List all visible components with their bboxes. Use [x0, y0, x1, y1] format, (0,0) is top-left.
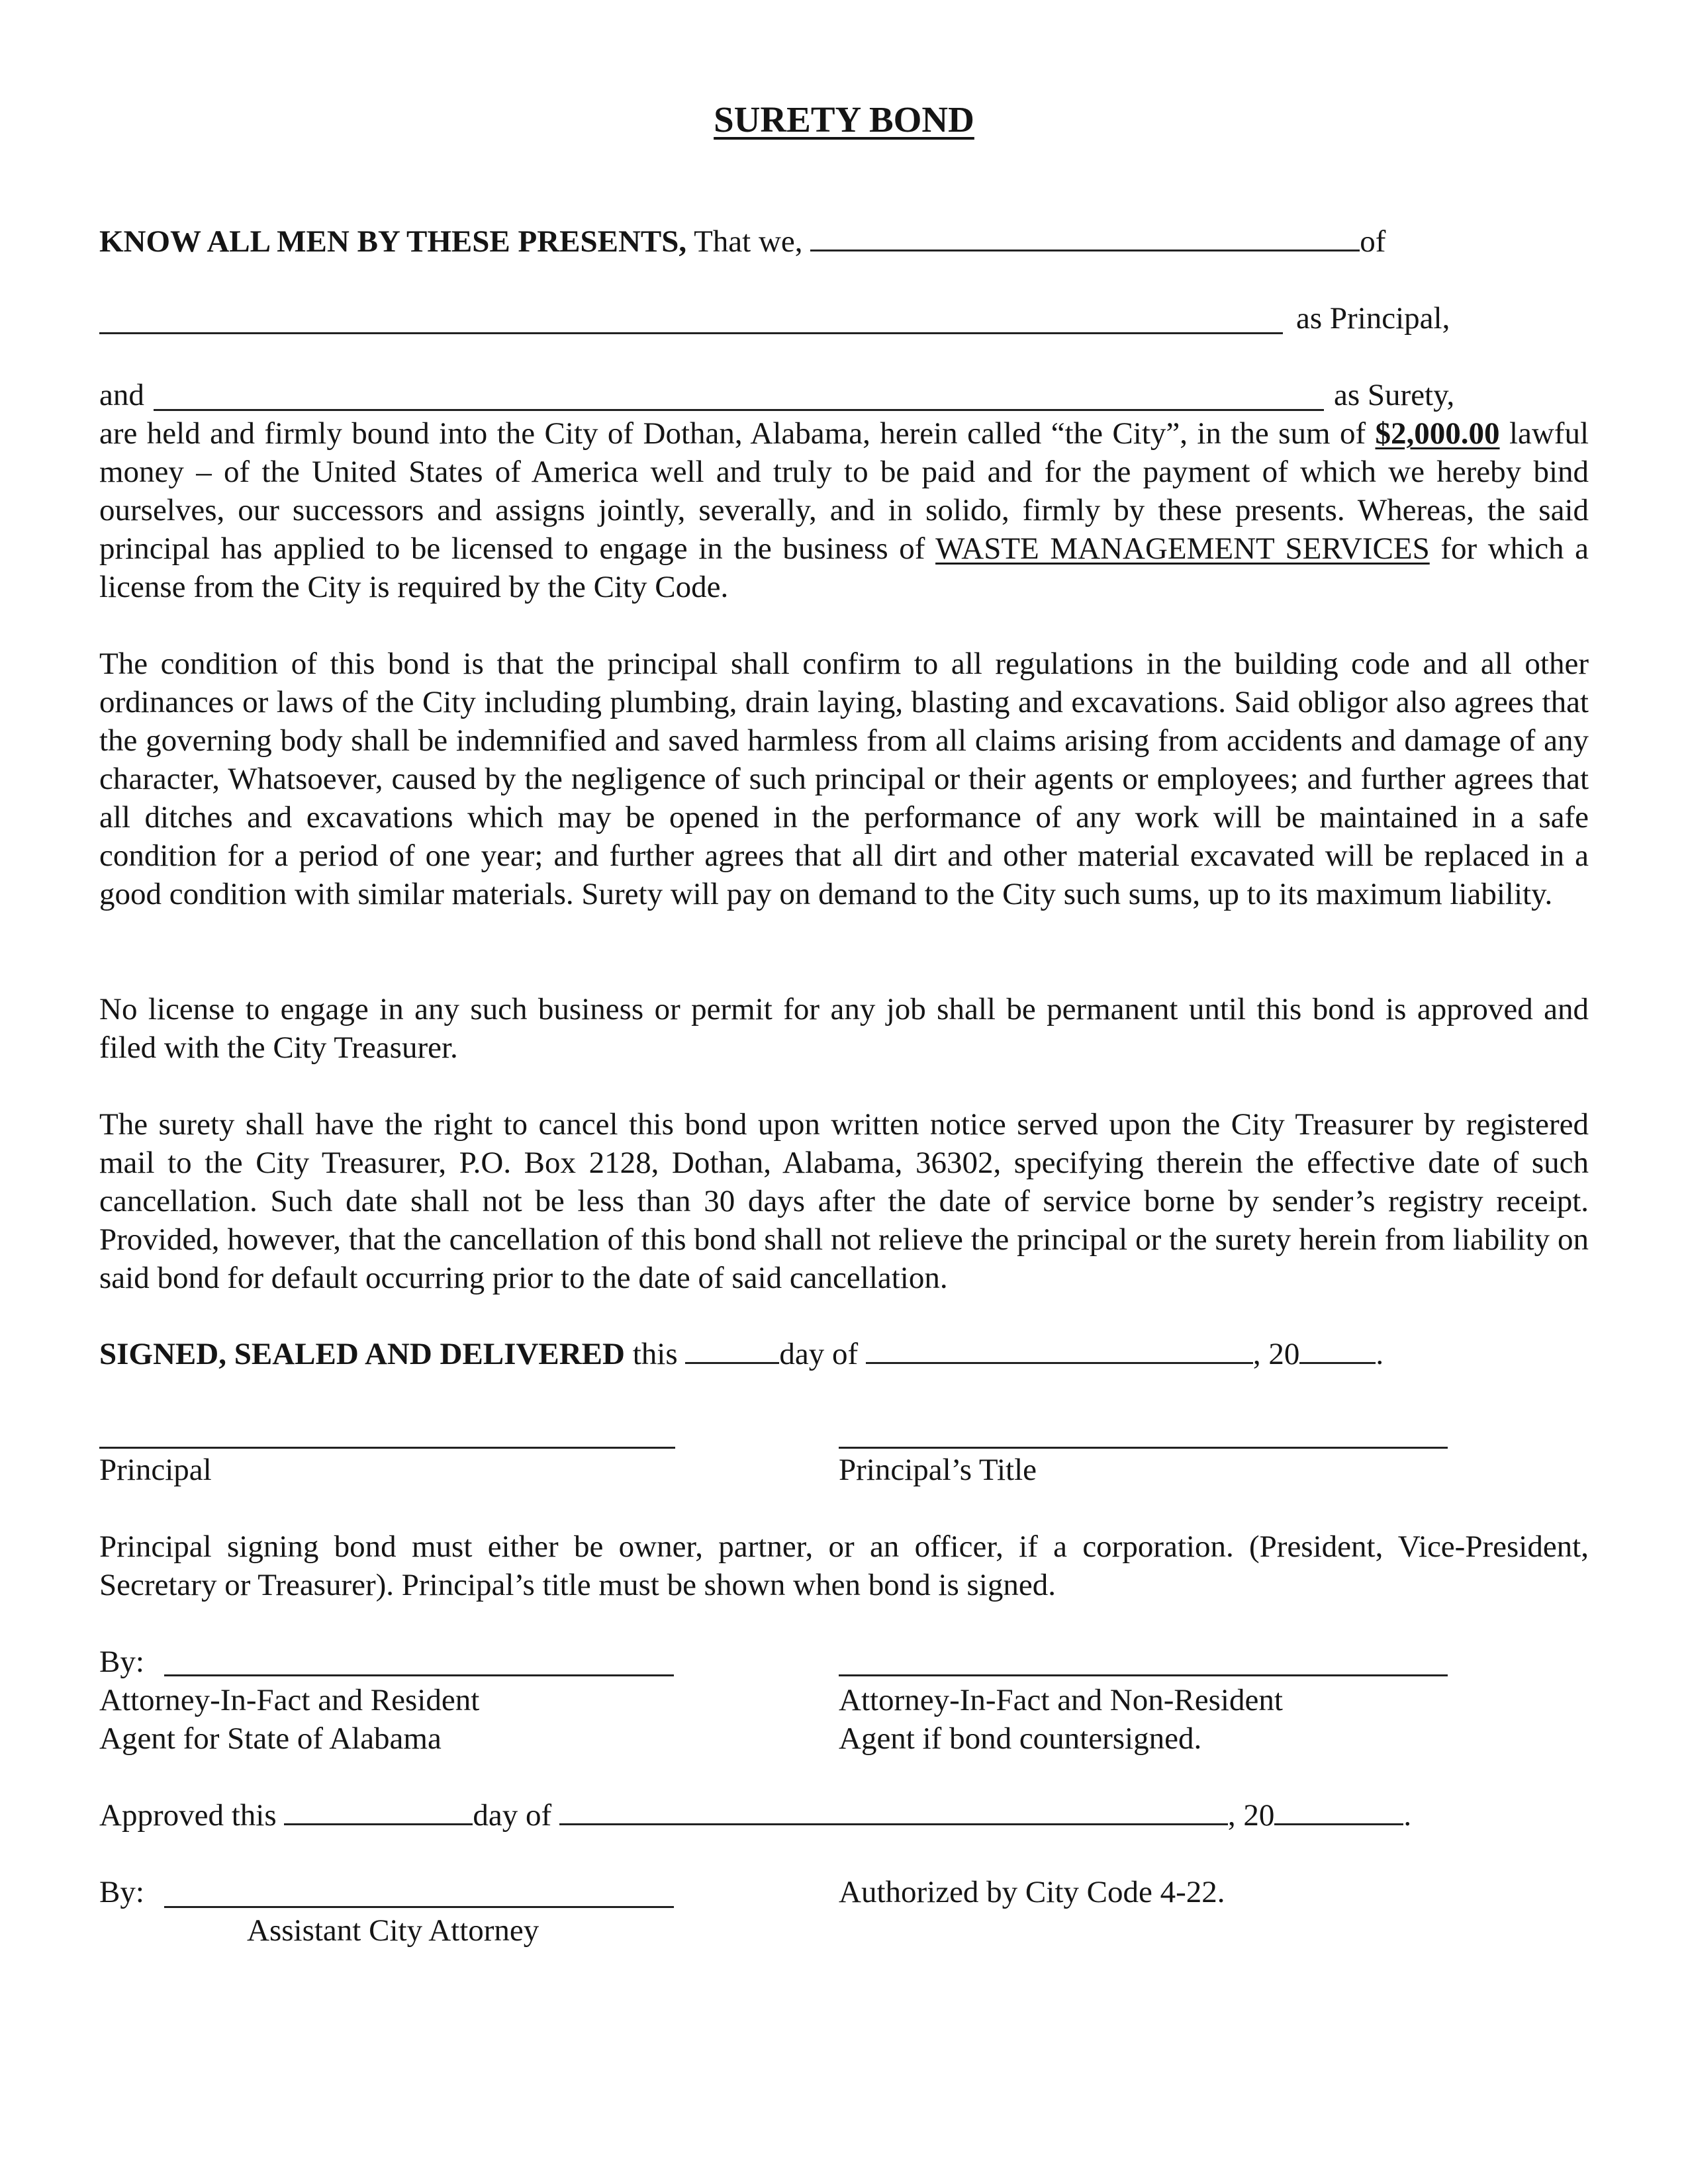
principal-note: Principal signing bond must either be owner, partner, or an officer, if a corporation. (President, Vice-President, Secretary or Treasurer). Principal’s title must be shown when bond is signed. — [99, 1529, 1589, 1602]
approved-period: . — [1403, 1798, 1412, 1833]
final-by-label: By: — [99, 1875, 144, 1909]
intro-line — [99, 222, 1385, 261]
approved-day-blank[interactable] — [284, 1797, 473, 1825]
business-type: WASTE MANAGEMENT SERVICES — [935, 531, 1430, 566]
approved-year-blank[interactable] — [1274, 1797, 1403, 1825]
condition-paragraph: The condition of this bond is that the principal shall confirm to all regulations in the building code and all other ordinances or laws of the City including plumbing, drain laying, blasting and excavations. Said obligor also agrees that the governing body shall be indemnified and saved harmless from all claims arising from accidents and damage of any character, Whatsoever, caused by the negligence of such principal or their agents or employees; and further agrees that all ditches and excavations which may be opened in the performance of any work will be maintained in a safe condition for a period of one year; and further agrees that all dirt and other material excavated will be replaced in a good condition with similar materials. Surety will pay on demand to the City such sums, up to its maximum liability. — [99, 647, 1589, 911]
principal-address-blank[interactable] — [99, 332, 1283, 334]
binding-paragraph — [99, 414, 1589, 606]
binding-text-3: for which a license from the City is required by the City Code. — [99, 531, 1589, 604]
signed-sealed-delivered: SIGNED, SEALED AND DELIVERED — [99, 1337, 625, 1371]
signed-year-prefix: , 20 — [1252, 1337, 1300, 1371]
resident-agent-signature-line[interactable] — [164, 1674, 674, 1676]
attorney-by-label: By: — [99, 1645, 144, 1679]
signed-this-text: this — [632, 1337, 678, 1371]
approved-year-prefix: , 20 — [1227, 1798, 1275, 1833]
cancellation-paragraph: The surety shall have the right to cancel this bond upon written notice served upon the City Treasurer by registered mail to the City Treasurer, P.O. Box 2128, Dothan, Alabama, 36302, specifying therein the effective date of such cancellation. Such date shall not be less than 30 days after the date of service borne by sender’s registry receipt. Provided, however, that the cancellation of this bond shall not relieve the principal or the surety herein from liability on said bond for default occurring prior to the date of said cancellation. — [99, 1107, 1589, 1295]
assistant-attorney-signature-line[interactable] — [164, 1906, 674, 1908]
signed-month-blank[interactable] — [866, 1336, 1253, 1364]
principal-title-label: Principal’s Title — [839, 1453, 1037, 1487]
signed-period: . — [1376, 1337, 1384, 1371]
authorized-city-code: Authorized by City Code 4-22. — [839, 1875, 1225, 1909]
signed-day-of-text: day of — [779, 1337, 859, 1371]
signed-year-blank[interactable] — [1299, 1336, 1376, 1364]
as-surety-text: as Surety, — [1334, 378, 1455, 412]
approved-month-blank[interactable] — [559, 1797, 1228, 1825]
nonresident-agent-label-1: Attorney-In-Fact and Non-Resident — [839, 1683, 1283, 1717]
and-text: and — [99, 378, 144, 412]
binding-text-2: lawful money – of the United States of America well and truly to be paid and for the payment of which we hereby bind ourselves, our successors and assigns jointly, severally, and in solido, firmly by these presents. Whereas, the said principal has applied to be licensed to engage in the business of — [99, 416, 1589, 566]
approved-this-text: Approved this — [99, 1798, 277, 1833]
signed-day-blank[interactable] — [685, 1336, 779, 1364]
as-principal-text: as Principal, — [1296, 301, 1450, 336]
approved-day-of-text: day of — [473, 1798, 552, 1833]
principal-name-blank[interactable] — [810, 223, 1360, 251]
assistant-attorney-label: Assistant City Attorney — [247, 1913, 539, 1948]
of-text: of — [1360, 224, 1386, 259]
signed-line — [99, 1335, 1383, 1373]
nonresident-agent-signature-line[interactable] — [839, 1674, 1448, 1676]
principal-signature-line[interactable] — [99, 1447, 675, 1449]
principal-title-line[interactable] — [839, 1447, 1448, 1449]
surety-name-blank[interactable] — [154, 409, 1324, 411]
principal-label: Principal — [99, 1453, 212, 1487]
license-paragraph: No license to engage in any such business or permit for any job shall be permanent until this bond is approved and filed with the City Treasurer. — [99, 992, 1589, 1065]
nonresident-agent-label-2: Agent if bond countersigned. — [839, 1721, 1202, 1756]
resident-agent-label-1: Attorney-In-Fact and Resident — [99, 1683, 480, 1717]
approved-line — [99, 1796, 1411, 1835]
document-title: SURETY BOND — [714, 99, 974, 140]
know-all-men-heading: KNOW ALL MEN BY THESE PRESENTS, — [99, 224, 687, 259]
that-we-text: That we, — [694, 224, 803, 259]
bond-amount: $2,000.00 — [1375, 416, 1500, 451]
binding-text-1: are held and firmly bound into the City of Dothan, Alabama, herein called “the City”, in the sum of — [99, 416, 1366, 451]
resident-agent-label-2: Agent for State of Alabama — [99, 1721, 442, 1756]
